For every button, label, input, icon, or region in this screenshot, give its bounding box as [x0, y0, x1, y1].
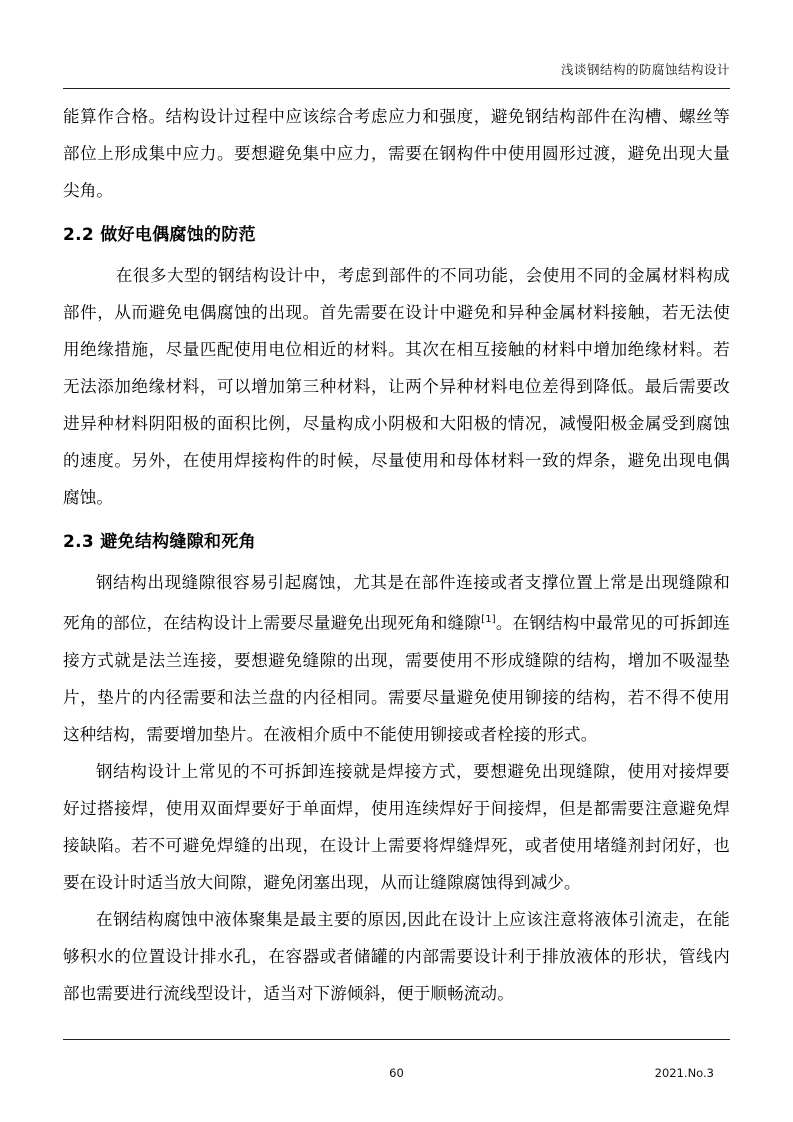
citation-marker: [1]	[481, 614, 496, 625]
section-heading-2-2: 2.2 做好电偶腐蚀的防范	[63, 225, 256, 245]
document-body	[63, 98, 730, 1012]
paragraph-section-2-3-first	[63, 564, 730, 753]
page-number: 60	[389, 1066, 404, 1080]
section-heading-2-3: 2.3 避免结构缝隙和死角	[63, 532, 256, 552]
page-header	[63, 60, 730, 78]
paragraph-continuation: 能算作合格。结构设计过程中应该综合考虑应力和强度，避免钢结构部件在沟槽、螺丝等部位上形成集中应力。要想避免集中应力，需要在钢构件中使用圆形过渡，避免出现大量尖角。	[63, 107, 730, 200]
header-title: 浅谈钢结构的防腐蚀结构设计	[560, 62, 730, 77]
header-divider	[63, 88, 730, 89]
paragraph-section-2-2: 在很多大型的钢结构设计中，考虑到部件的不同功能，会使用不同的金属材料构成部件，从而避免电偶腐蚀的出现。首先需要在设计中避免和异种金属材料接触，若无法使用绝缘措施，尽量匹配使用电位相近的材料。其次在相互接触的材料中增加绝缘材料。若无法添加绝缘材料，可以增加第三种材料，让两个异种材料电位差得到降低。最后需要改进异种材料阴阳极的面积比例，尽量构成小阴极和大阳极的情况，减慢阳极金属受到腐蚀的速度。另外，在使用焊接构件的时候，尽量使用和母体材料一致的焊条，避免出现电偶腐蚀。	[63, 266, 730, 507]
paragraph-text-after-citation: 。在钢结构中最常见的可拆卸连接方式就是法兰连接，要想避免缝隙的出现，需要使用不形成缝隙的结构，增加不吸湿垫片，垫片的内径需要和法兰盘的内径相同。需要尽量避免使用铆接的结构，若不得不使用这种结构，需要增加垫片。在液相介质中不能使用铆接或者栓接的形式。	[63, 613, 730, 744]
issue-label: 2021.No.3	[654, 1066, 714, 1080]
paragraph-section-2-3-third: 在钢结构腐蚀中液体聚集是最主要的原因,因此在设计上应该注意将液体引流走，在能够积水的位置设计排水孔，在容器或者储罐的内部需要设计利于排放液体的形状，管线内部也需要进行流线型设计，适当对下游倾斜，便于顺畅流动。	[63, 909, 730, 1003]
paragraph-section-2-3-second: 钢结构设计上常见的不可拆卸连接就是焊接方式，要想避免出现缝隙，使用对接焊要好过搭接焊，使用双面焊要好于单面焊，使用连续焊好于间接焊，但是都需要注意避免焊接缺陷。若不可避免焊缝的出现，在设计上需要将焊缝焊死，或者使用堵缝剂封闭好，也要在设计时适当放大间隙，避免闭塞出现，从而让缝隙腐蚀得到减少。	[63, 761, 730, 892]
footer-divider	[63, 1039, 730, 1040]
paragraph-text-before-citation: 钢结构出现缝隙很容易引起腐蚀，尤其是在部件连接或者支撑位置上常是出现缝隙和死角的部位，在结构设计上需要尽量避免出现死角和缝隙	[63, 573, 730, 633]
page-content-area	[63, 0, 730, 1122]
